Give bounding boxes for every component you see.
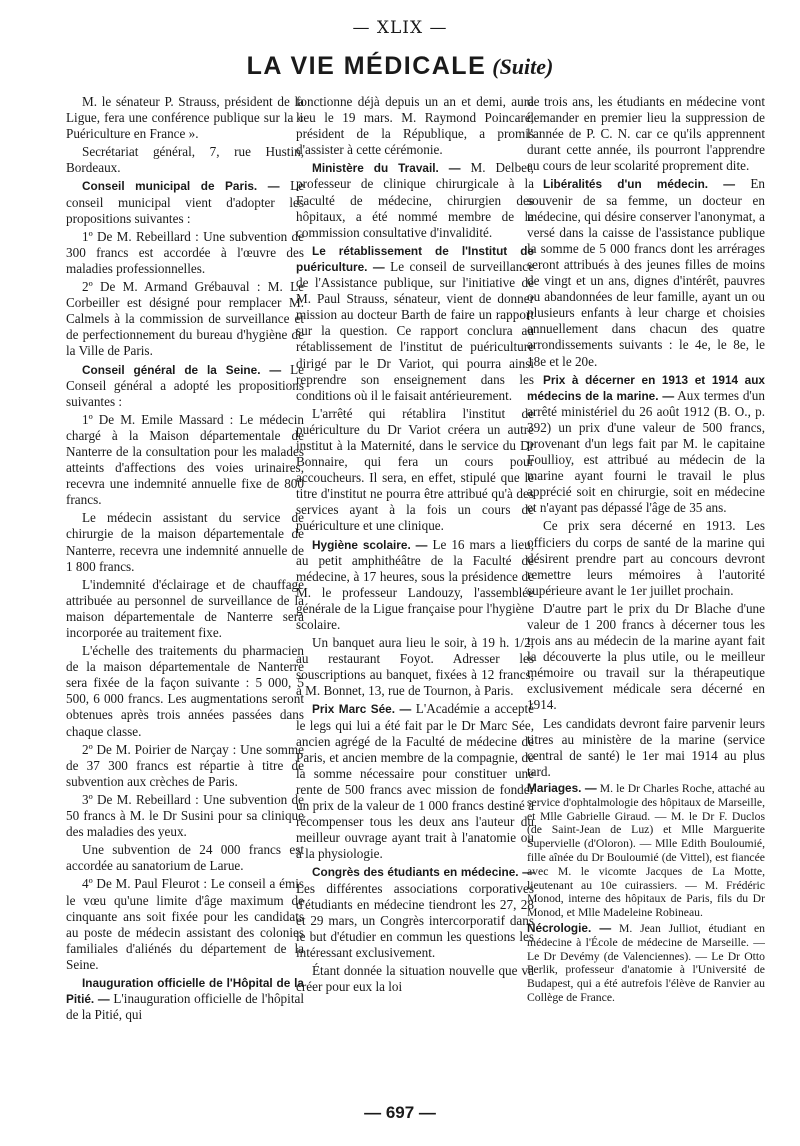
paragraph-text: L'indemnité d'éclairage et de chauffage attribuée au personnel de surveillance de la maison départementale de Nanterre sera incorporée au traitement fixe. — [66, 576, 304, 640]
page-number: — 697 — — [364, 1103, 436, 1122]
paragraph-text: L'échelle des traitements du pharmacien de la maison départementale de Nanterre sera fixée de la façon suivante : 5 000, 5 500, 6 000 francs. Les augmentations seront obtenues après trois années passées dans chaque classe. — [66, 643, 304, 739]
title-main: LA VIE MÉDICALE — [246, 52, 487, 80]
paragraph-text: 1º De M. Emile Massard : Le médecin chargé à la Maison départementale de Nanterre de la consultation pour les malades atteints d'affections des voies urinaires, recevra une indemnité annuelle fixe de 800 francs. — [66, 411, 304, 508]
paragraph — [527, 518, 765, 598]
paragraph — [527, 176, 765, 369]
paragraph — [296, 160, 534, 240]
paragraph-text: M. Jean Julliot, étudiant en médecine à l'École de médecine de Marseille. — Le Dr Devémy (de Valenciennes). — Le Dr Otto Perlik, professeur d'anatomie à l'Université de Budapest, qui a été autrefois l'élève de Ranvier au Collège de France. — [527, 921, 765, 1004]
column-2 — [296, 94, 534, 1094]
paragraph-text: Secrétariat général, 7, rue Hustin, Bordeaux. — [66, 144, 304, 176]
paragraph-text: 4º De M. Paul Fleurot : Le conseil a émis le vœu qu'une limite d'âge maximum de cinquante ans soit fixée pour les candidats au poste de médecin assistant des colonies familiales d'aliénés du département de la Seine. — [66, 876, 304, 972]
paragraph-text: En souvenir de sa femme, un docteur en médecine, qui désire conserver l'anonymat, a versé dans la caisse de l'assistance publique la somme de 5 000 francs dont les arrérages seront attribués à des jeunes filles de moins de vingt et un ans, dignes d'intérêt, pauvres ou abandonnées de leur famille, ayant un ou plusieurs enfants à leur charge et choisies annuellement dans chacun des quatre arrondissements suivants : le 4e, le 8e, le 18e et le 20e. — [527, 176, 765, 369]
paragraph — [66, 229, 304, 277]
paragraph — [66, 412, 304, 509]
paragraph — [66, 792, 304, 840]
paragraph-text: L'arrêté qui rétablira l'institut de puériculture du Dr Variot créera un autre institut à la Maternité, dans le service du Dr Bonnaire, qui fera un cours pour accoucheurs. Il sera, en effet, stipulé que le titre d'institut ne pourra être attribué qu'à des services ayant à la fois un cours de puériculture et une clinique. — [296, 405, 534, 534]
section-heading: Conseil municipal de Paris. — — [82, 179, 280, 194]
paragraph — [527, 94, 765, 174]
paragraph-text: L'Académie a accepté le legs qui lui a été fait par le Dr Marc Sée, ancien agrégé de la Faculté de médecine de Paris, et ancien membre de la compagnie, de la somme nécessaire pour constituer une rente de 500 francs avec mission de fonder un prix de la valeur de 1 000 francs destiné à récompenser tous les deux ans l'auteur du meilleur ouvrage ayant trait à l'anatomie ou à la physiologie. — [296, 701, 534, 862]
paragraph — [296, 537, 534, 634]
paragraph-text: Le 16 mars a lieu, au petit amphithéâtre de la Faculté de médecine, à 17 heures, sous la présidence de M. le professeur Landouzy, l'assemblée générale de la Ligue française pour l'hygiène scolaire. — [296, 536, 534, 632]
paragraph-text: fonctionne déjà depuis un an et demi, aura lieu le 19 mars. M. Raymond Poincaré, président de la République, a promis d'assister à cette cérémonie. — [296, 94, 534, 158]
paragraph-text: Une subvention de 24 000 francs est accordée au sanatorium de Larue. — [66, 842, 304, 874]
paragraph — [296, 94, 534, 158]
paragraph — [66, 577, 304, 641]
section-heading: Conseil général de la Seine. — — [82, 362, 282, 377]
paragraph — [66, 842, 304, 874]
paragraph — [66, 144, 304, 176]
column-1 — [66, 94, 304, 1094]
paragraph-text: L'inauguration officielle de l'hôpital de la Pitié, qui — [66, 991, 304, 1023]
paragraph — [66, 510, 304, 574]
paragraph-text: Le conseil municipal vient d'adopter les propositions suivantes : — [66, 178, 304, 226]
paragraph-text: M. le sénateur P. Strauss, président de la Ligue, fera une conférence publique sur la « Puériculture en France ». — [66, 94, 304, 142]
paragraph — [66, 94, 304, 142]
paragraph — [66, 362, 304, 410]
paragraph-text: Aux termes d'un arrêté ministériel du 26 août 1912 (B. O., p. 392) un prix d'une valeur de 500 francs, provenant d'un legs fait par M. le capitaine Foullioy, est attribué au médecin de la marine ayant fourni le travail le plus apprécié soit en chirurgie, soit en médecine et n'ayant pas dépassé l'âge de 35 ans. — [527, 387, 765, 516]
paragraph — [66, 975, 304, 1023]
section-heading: Libéralités d'un médecin. — — [543, 177, 736, 192]
section-heading: Hygiène scolaire. — — [312, 537, 428, 552]
title-suite: (Suite) — [492, 54, 554, 79]
section-heading: Mariages. — — [527, 780, 597, 795]
paragraph-text: 2º De M. Poirier de Narçay : Une somme de 37 300 francs est répartie à titre de subvention aux crèches de Paris. — [66, 741, 304, 789]
paragraph-text: Ce prix sera décerné en 1913. Les officiers du corps de santé de la marine qui désirent prendre part au concours devront remettre leurs mémoires à l'autorité supérieure avant le 1er juillet prochain. — [527, 518, 765, 598]
section-heading: Congrès des étudiants en médecine. — — [312, 865, 534, 880]
paragraph-text: Les différentes associations corporatives d'étudiants en médecine tiendront les 27, 28 et 29 mars, un Congrès intercorporatif dans le but d'étudier en commun les questions les intéressant exclusivement. — [296, 880, 534, 960]
paragraph-text: 3º De M. Rebeillard : Une subvention de 50 francs à M. le Dr Susini pour sa clinique des maladies des yeux. — [66, 791, 304, 840]
paragraph-text: M. le Dr Charles Roche, attaché au service d'ophtalmologie des hôpitaux de Marseille, et Mlle Gabrielle Giraud. — M. le Dr F. Duclos (de Saint-Jean de Luz) et Mlle Marguerite Supervielle (d'Oloron). — Mlle Edith Bouloumié, fille aînée du Dr Bouloumié (de Vittel), est fiancée avec M. le vicomte Jacques de La Motte, lieutenant au 10e cuirassiers. — M. Frédéric Monod, interne des hôpitaux de Paris, fils du Dr Monod, et Mlle Madeleine Robineau. — [527, 781, 765, 920]
paragraph-text: M. Delbet, professeur de clinique chirurgicale à la Faculté de médecine, chirurgien des hôpitaux, a été nommé membre de la commission consultative d'invalidité. — [296, 160, 534, 240]
paragraph — [296, 701, 534, 862]
section-heading: Ministère du Travail. — — [312, 161, 461, 176]
paragraph — [296, 406, 534, 535]
section-heading: Nécrologie. — — [527, 920, 612, 935]
paragraph-text: D'autre part le prix du Dr Blache d'une valeur de 1 200 francs à décerner tous les trois ans au médecin de la marine ayant fait la découverte la plus utile, ou le meilleur mémoire ou travail sur la thérapeutique exclusivement médicale sera décerné en 1914. — [527, 600, 765, 713]
paragraph-text: 1º De M. Rebeillard : Une subvention de 300 francs est accordée à l'œuvre des maladies professionnelles. — [66, 228, 304, 276]
paragraph-text: Le Conseil général a adopté les propositions suivantes : — [66, 361, 304, 409]
paragraph-text: Un banquet aura lieu le soir, à 19 h. 1/2, au restaurant Foyot. Adresser les souscriptions au banquet, fixées à 12 francs, à M. Bonnet, 13, rue de Tournon, à Paris. — [296, 635, 534, 699]
section-heading: Prix Marc Sée. — — [312, 702, 412, 717]
paragraph — [527, 372, 765, 517]
paragraph — [66, 178, 304, 226]
paragraph-text: Étant donnée la situation nouvelle que va créer pour eux la loi — [296, 962, 534, 995]
paragraph — [296, 963, 534, 995]
page-header: — XLIX — — [352, 18, 448, 38]
paragraph-text: 2º De M. Armand Grébauval : M. Le Corbeiller est désigné pour remplacer M. Calmels à la commission de surveillance et de perfectionnement du bureau d'hygiène de la Ville de Paris. — [66, 279, 304, 359]
section-heading: Le rétablissement de l'Institut de puériculture. — — [296, 243, 534, 274]
page-title — [0, 52, 800, 81]
paragraph — [296, 243, 534, 404]
paragraph — [527, 601, 765, 714]
paragraph — [296, 864, 534, 961]
paragraph-text: Les candidats devront faire parvenir leurs titres au ministère de la marine (service central de santé) le 1er mai 1914 au plus tard. — [527, 715, 765, 779]
column-3 — [527, 94, 765, 1094]
paragraph — [66, 643, 304, 740]
paragraph — [296, 635, 534, 699]
paragraph-text: Le médecin assistant du service de chirurgie de la maison départementale de Nanterre, recevra une indemnité annuelle de 1 800 francs. — [66, 510, 304, 574]
paragraph — [527, 716, 765, 780]
paragraph — [66, 742, 304, 790]
paragraph — [66, 876, 304, 973]
paragraph — [66, 279, 304, 359]
section-heading: Inauguration officielle de l'Hôpital de la Pitié. — — [66, 975, 304, 1007]
paragraph — [527, 782, 765, 920]
paragraph-text: de trois ans, les étudiants en médecine vont demander en premier lieu la suppression de l'année de P. C. N. car ce qu'ils apprennent durant cette année, ils pourront l'apprendre au cours de leur scolarité proprement dite. — [527, 94, 765, 174]
section-heading: Prix à décerner en 1913 et 1914 aux médecins de la marine. — — [527, 372, 765, 403]
paragraph — [527, 922, 765, 1005]
paragraph-text: Le conseil de surveillance de l'Assistance publique, sur l'initiative de M. Paul Strauss, sénateur, vient de donner mission au docteur Barth de faire un rapport sur la question. Ce rapport conclura au rétablissement de l'institut de puériculture dirigé par le Dr Variot, qui pourra ainsi reprendre son enseignement dans les conditions où il le faisait antérieurement. — [296, 258, 534, 403]
